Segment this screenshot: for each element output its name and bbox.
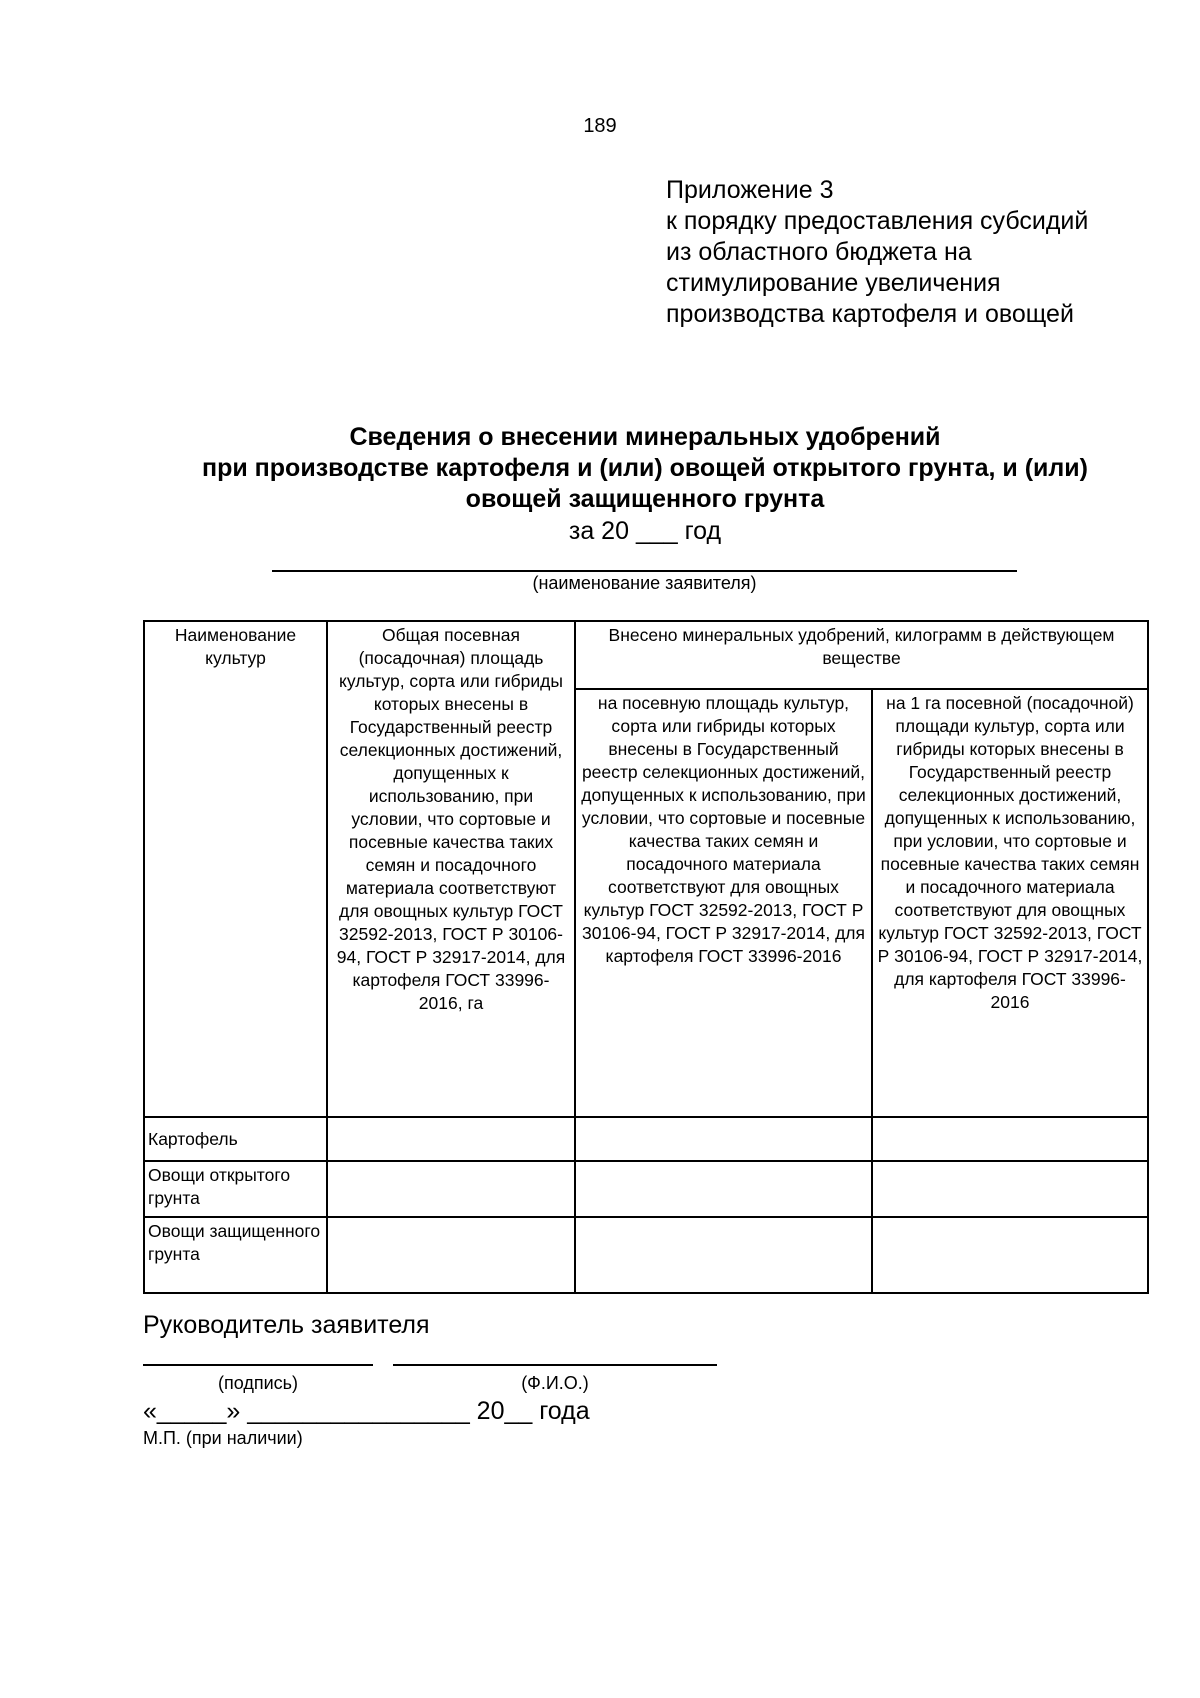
header-fertilizer-total: на посевную площадь культур, сорта или гибриды которых внесены в Государственный реестр селекционных достижений, допущенных к использованию, при условии, что сортовые и посевные качества таких семян и посадочного материала соответствуют для овощных культур ГОСТ 32592-2013, ГОСТ Р 30106-94, ГОСТ Р 32917-2014, для картофеля ГОСТ 33996-2016 <box>575 689 872 1117</box>
table-row <box>144 1217 1148 1293</box>
appendix-line: к порядку предоставления субсидий <box>666 207 1089 235</box>
header-fertilizer-applied: Внесено минеральных удобрений, килограмм в действующем веществе <box>575 621 1148 689</box>
table-row <box>144 1117 1148 1161</box>
table-row <box>144 1161 1148 1217</box>
page-number: 189 <box>583 115 617 137</box>
report-year-line: за 20 ___ год <box>568 517 722 545</box>
cell-input[interactable] <box>872 1161 1148 1217</box>
title-line: овощей защищенного грунта <box>465 485 825 513</box>
signature-field[interactable] <box>143 1364 373 1366</box>
full-name-caption: (Ф.И.О.) <box>521 1373 589 1393</box>
cell-input[interactable] <box>327 1217 575 1293</box>
document-title <box>0 422 1200 547</box>
appendix-line: Приложение 3 <box>666 176 834 204</box>
applicant-caption: (наименование заявителя) <box>532 573 757 593</box>
signature-caption: (подпись) <box>217 1373 299 1393</box>
appendix-line: стимулирование увеличения <box>666 269 1001 297</box>
cell-input[interactable] <box>575 1117 872 1161</box>
appendix-note <box>666 175 1088 330</box>
title-line: Сведения о внесении минеральных удобрений <box>349 423 941 451</box>
row-label-greenhouse-vegetables: Овощи защищенного грунта <box>144 1217 327 1293</box>
appendix-line: из областного бюджета на <box>666 238 972 266</box>
table-header-row <box>144 621 1148 689</box>
cell-input[interactable] <box>327 1117 575 1161</box>
title-line: при производстве картофеля и (или) овощей открытого грунта, и (или) <box>202 454 1088 482</box>
cell-input[interactable] <box>575 1217 872 1293</box>
fertilizer-table <box>143 620 1149 1294</box>
header-crop-name: Наименование культур <box>144 621 327 1117</box>
cell-input[interactable] <box>575 1161 872 1217</box>
row-label-open-field-vegetables: Овощи открытого грунта <box>144 1161 327 1217</box>
head-of-applicant-label: Руководитель заявителя <box>143 1311 430 1339</box>
appendix-line: производства картофеля и овощей <box>666 300 1074 328</box>
full-name-field[interactable] <box>393 1364 717 1366</box>
header-fertilizer-per-ha: на 1 га посевной (посадочной) площади культур, сорта или гибриды которых внесены в Государственный реестр селекционных достижений, допущенных к использованию, при условии, что сортовые и посевные качества таких семян и посадочного материала соответствуют для овощных культур ГОСТ 32592-2013, ГОСТ Р 30106-94, ГОСТ Р 32917-2014, для картофеля ГОСТ 33996-2016 <box>872 689 1148 1117</box>
applicant-name-field[interactable] <box>272 570 1017 572</box>
cell-input[interactable] <box>872 1217 1148 1293</box>
row-label-potato: Картофель <box>144 1117 327 1161</box>
date-line[interactable]: «_____» ________________ 20__ года <box>143 1397 590 1425</box>
stamp-label: М.П. (при наличии) <box>143 1428 303 1448</box>
cell-input[interactable] <box>872 1117 1148 1161</box>
header-sown-area: Общая посевная (посадочная) площадь культур, сорта или гибриды которых внесены в Государственный реестр селекционных достижений, допущенных к использованию, при условии, что сортовые и посевные качества таких семян и посадочного материала соответствуют для овощных культур ГОСТ 32592-2013, ГОСТ Р 30106-94, ГОСТ Р 32917-2014, для картофеля ГОСТ 33996-2016, га <box>327 621 575 1117</box>
cell-input[interactable] <box>327 1161 575 1217</box>
